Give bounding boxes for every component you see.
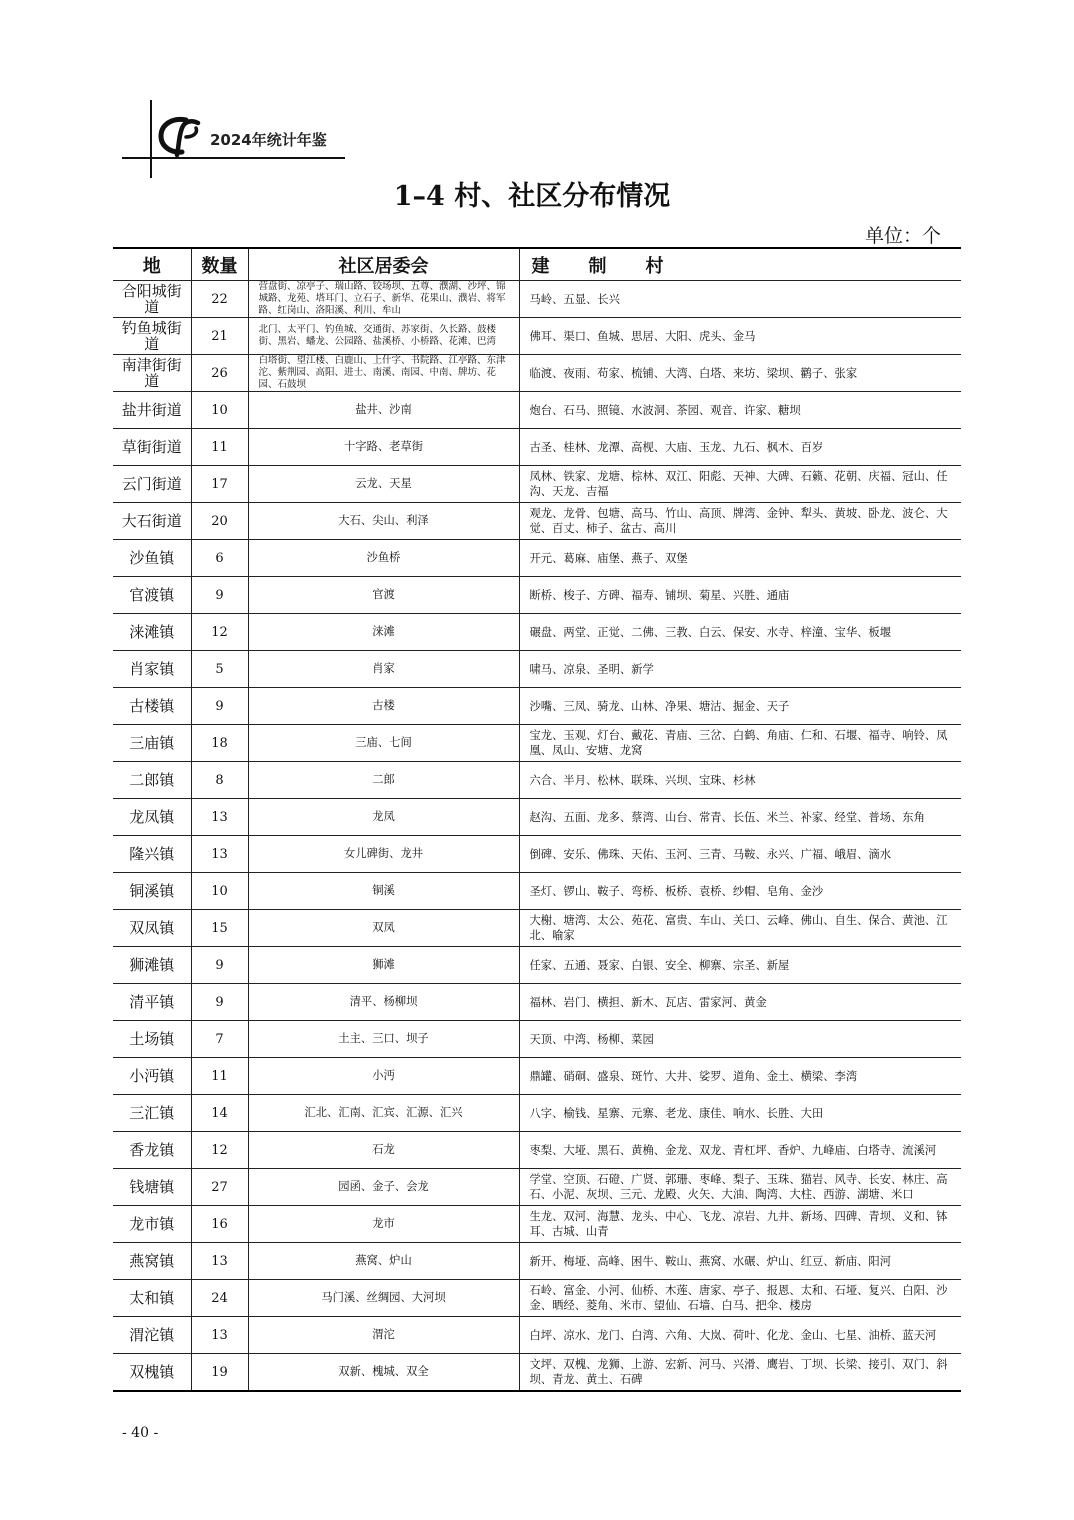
count-cell [191, 1132, 248, 1169]
villages-cell-text: 沙嘴、三凤、骑龙、山林、净果、塘沽、掘金、天子 [529, 699, 790, 713]
count-cell-text: 9 [215, 957, 224, 973]
count-cell [191, 1243, 248, 1280]
table-row [113, 1021, 961, 1058]
count-cell [191, 1206, 248, 1243]
villages-cell-text: 白坪、凉水、龙门、白湾、六角、大岚、荷叶、化龙、金山、七星、油桥、蓝天河 [529, 1328, 937, 1342]
communities-cell-text: 十字路、老草街 [343, 440, 424, 453]
header-area: 地 [113, 248, 191, 281]
table-row [113, 466, 961, 503]
area-cell-text: 隆兴镇 [129, 846, 175, 862]
communities-cell [248, 1132, 519, 1169]
count-cell-text: 9 [215, 994, 224, 1010]
communities-cell-text: 营盘街、凉亭子、瑞山路、铰场坝、五尊、濮湖、沙坪、锦城路、龙苑、塔耳门、立石子、新华、花果山、濮岩、将军路、红岗山、洛阳溪、利川、牟山 [258, 281, 506, 316]
area-cell [113, 281, 191, 318]
communities-cell [248, 762, 519, 799]
count-cell [191, 910, 248, 947]
count-cell-text: 11 [211, 1068, 228, 1084]
count-cell-text: 13 [211, 846, 228, 862]
area-cell-text: 三汇镇 [129, 1105, 175, 1121]
count-cell [191, 947, 248, 984]
area-cell [113, 762, 191, 799]
communities-cell-text: 小沔 [372, 1069, 395, 1082]
count-cell [191, 1095, 248, 1132]
communities-cell-text: 盐井、沙南 [355, 403, 412, 416]
area-cell-text: 双凤镇 [129, 920, 175, 936]
villages-cell-text: 枣梨、大垭、黑石、黄桷、金龙、双龙、青杠坪、香炉、九峰庙、白塔寺、流溪河 [529, 1143, 937, 1157]
communities-cell-text: 狮滩 [372, 958, 395, 971]
villages-cell [519, 614, 961, 651]
area-cell [113, 429, 191, 466]
table-row [113, 540, 961, 577]
area-cell [113, 1095, 191, 1132]
communities-cell-text: 白塔街、望江楼、白鹿山、上什字、书院路、江亭路、东津沱、紫荆园、高阳、进士、南溪、南园、中南、牌坊、花园、石鼓坝 [258, 355, 506, 390]
villages-cell-text: 赵沟、五面、龙多、蔡湾、山台、常青、长伍、米兰、补家、经堂、普场、东角 [529, 810, 925, 824]
area-cell-text: 古楼镇 [129, 698, 175, 714]
area-cell [113, 1243, 191, 1280]
area-cell-text: 清平镇 [129, 994, 175, 1010]
header-vertical-rule [150, 100, 152, 178]
area-cell [113, 799, 191, 836]
area-cell [113, 318, 191, 355]
area-cell-text: 钓鱼城街道 [121, 320, 182, 352]
villages-cell-text: 学堂、空顶、石磴、广贤、郭珊、枣峰、梨子、玉珠、猫岩、风寺、长安、林庄、高石、小泥、灰坝、三元、龙殿、火矢、大油、陶湾、大柱、西游、湖塘、米口 [529, 1173, 948, 1201]
communities-cell [248, 688, 519, 725]
villages-cell [519, 1280, 961, 1317]
area-cell [113, 725, 191, 762]
count-cell [191, 651, 248, 688]
area-cell [113, 984, 191, 1021]
communities-cell-text: 涞滩 [372, 625, 395, 638]
area-cell [113, 466, 191, 503]
villages-cell-text: 啸马、凉泉、圣明、新学 [529, 662, 654, 676]
count-cell-text: 12 [211, 624, 228, 640]
table-row [113, 762, 961, 799]
communities-cell [248, 614, 519, 651]
villages-cell [519, 1206, 961, 1243]
villages-cell-text: 生龙、双河、海慧、龙头、中心、飞龙、凉岩、九井、新场、四碑、青坝、义和、钵耳、古城、山青 [529, 1210, 948, 1238]
table-row [113, 910, 961, 947]
communities-cell [248, 503, 519, 540]
area-cell-text: 肖家镇 [129, 661, 175, 677]
area-cell [113, 503, 191, 540]
area-cell [113, 910, 191, 947]
table-body [113, 281, 961, 1392]
table-row [113, 429, 961, 466]
villages-cell-text: 古圣、桂林、龙潭、高枧、大庙、玉龙、九石、枫木、百岁 [529, 440, 824, 454]
distribution-table [113, 247, 961, 1392]
area-cell [113, 651, 191, 688]
villages-cell [519, 429, 961, 466]
area-cell [113, 1354, 191, 1392]
communities-cell-text: 云龙、天星 [355, 477, 412, 490]
area-cell-text: 合阳城街道 [121, 283, 182, 315]
table-row [113, 836, 961, 873]
communities-cell [248, 651, 519, 688]
count-cell [191, 429, 248, 466]
area-cell-text: 龙凤镇 [129, 809, 175, 825]
count-cell-text: 10 [211, 883, 228, 899]
communities-cell [248, 1095, 519, 1132]
communities-cell-text: 铜溪 [372, 884, 395, 897]
area-cell [113, 1058, 191, 1095]
communities-cell [248, 947, 519, 984]
communities-cell [248, 1058, 519, 1095]
area-cell [113, 836, 191, 873]
area-cell-text: 沙鱼镇 [129, 550, 175, 566]
communities-cell [248, 466, 519, 503]
table-row [113, 1095, 961, 1132]
count-cell [191, 1354, 248, 1392]
villages-cell-text: 八字、榆钱、星寨、元寨、老龙、康佳、响水、长胜、大田 [529, 1106, 824, 1120]
communities-cell-text: 二郎 [372, 773, 395, 786]
table-row [113, 1317, 961, 1354]
villages-cell-text: 观龙、龙骨、包塘、高马、竹山、高顶、牌湾、金钟、犁头、黄坡、卧龙、波仑、大觉、百丈、柿子、盆古、高川 [529, 507, 948, 535]
area-cell [113, 392, 191, 429]
area-cell [113, 688, 191, 725]
area-cell [113, 540, 191, 577]
area-cell-text: 渭沱镇 [129, 1327, 175, 1343]
villages-cell-text: 宝龙、玉观、灯台、戴花、青庙、三岔、白鹤、角庙、仁和、石堰、福寺、响铃、凤凰、凤山、安塘、龙窝 [529, 729, 948, 757]
table-row [113, 318, 961, 355]
villages-cell-text: 石岭、富金、小河、仙桥、木莲、唐家、亭子、报恩、太和、石垭、复兴、白阳、沙金、晒经、菱角、米市、望仙、石墙、白马、把伞、楼房 [529, 1284, 948, 1312]
communities-cell-text: 古楼 [372, 699, 395, 712]
villages-cell-text: 福林、岩门、横担、新木、瓦店、雷家河、黄金 [529, 995, 767, 1009]
count-cell-text: 13 [211, 1327, 228, 1343]
count-cell-text: 24 [211, 1290, 228, 1306]
area-cell [113, 1021, 191, 1058]
communities-cell-text: 马门溪、丝绸园、大河坝 [321, 1291, 446, 1304]
villages-cell-text: 大榭、塘湾、太公、苑花、富贵、车山、关口、云峰、佛山、自生、保合、黄池、江北、喻家 [529, 914, 948, 942]
villages-cell-text: 任家、五通、聂家、白银、安全、柳寨、宗圣、新屋 [529, 958, 790, 972]
communities-cell [248, 429, 519, 466]
area-cell [113, 577, 191, 614]
count-cell [191, 355, 248, 392]
area-cell [113, 873, 191, 910]
villages-cell [519, 984, 961, 1021]
count-cell [191, 1058, 248, 1095]
villages-cell [519, 503, 961, 540]
communities-cell-text: 龙凤 [372, 810, 395, 823]
yearbook-title: 2024年统计年鉴 [210, 131, 327, 149]
count-cell-text: 13 [211, 809, 228, 825]
villages-cell [519, 392, 961, 429]
communities-cell [248, 1243, 519, 1280]
villages-cell-text: 炮台、石马、照镜、水波洞、茶园、观音、许家、糖坝 [529, 403, 801, 417]
villages-cell-text: 新开、梅垭、高峰、困牛、鞍山、燕窝、水碾、炉山、红豆、新庙、阳河 [529, 1254, 892, 1268]
villages-cell [519, 1243, 961, 1280]
area-cell-text: 云门街道 [121, 476, 182, 492]
yearbook-logo-icon [157, 114, 205, 158]
count-cell [191, 688, 248, 725]
villages-cell [519, 577, 961, 614]
count-cell-text: 21 [211, 328, 228, 344]
villages-cell [519, 355, 961, 392]
table-row [113, 392, 961, 429]
count-cell-text: 12 [211, 1142, 228, 1158]
area-cell-text: 狮滩镇 [129, 957, 175, 973]
area-cell-text: 香龙镇 [129, 1142, 175, 1158]
area-cell-text: 草街街道 [121, 439, 182, 455]
count-cell-text: 26 [211, 365, 228, 381]
villages-cell [519, 651, 961, 688]
villages-cell-text: 六合、半月、松林、联珠、兴坝、宝珠、杉林 [529, 773, 756, 787]
communities-cell [248, 1280, 519, 1317]
area-cell-text: 土场镇 [129, 1031, 175, 1047]
header-horizontal-rule [122, 157, 345, 159]
count-cell [191, 984, 248, 1021]
table-row [113, 799, 961, 836]
area-cell [113, 355, 191, 392]
table-row [113, 651, 961, 688]
villages-cell-text: 圣灯、锣山、鞍子、弯桥、板桥、袁桥、纱帽、皂角、金沙 [529, 884, 824, 898]
area-cell-text: 燕窝镇 [129, 1253, 175, 1269]
area-cell-text: 南津街街道 [121, 357, 182, 389]
communities-cell [248, 577, 519, 614]
table-row [113, 1243, 961, 1280]
count-cell-text: 9 [215, 698, 224, 714]
villages-cell [519, 466, 961, 503]
communities-cell [248, 281, 519, 318]
villages-cell [519, 318, 961, 355]
communities-cell-text: 土主、三口、坝子 [338, 1032, 429, 1045]
table-row [113, 984, 961, 1021]
count-cell [191, 466, 248, 503]
table-row [113, 947, 961, 984]
count-cell-text: 7 [215, 1031, 224, 1047]
villages-cell [519, 1021, 961, 1058]
count-cell [191, 1280, 248, 1317]
header-communities: 社区居委会 [248, 248, 519, 281]
villages-cell-text: 佛耳、渠口、鱼城、思居、大阳、虎头、金马 [529, 329, 756, 343]
communities-cell-text: 园函、金子、会龙 [338, 1180, 429, 1193]
count-cell-text: 13 [211, 1253, 228, 1269]
villages-cell-text: 马岭、五显、长兴 [529, 292, 620, 306]
communities-cell-text: 沙鱼桥 [366, 551, 401, 564]
communities-cell [248, 799, 519, 836]
count-cell-text: 17 [211, 476, 228, 492]
communities-cell-text: 北门、太平门、钓鱼城、交通街、苏家街、久长路、鼓楼街、黑岩、蟠龙、公园路、盐溪桥、小桥路、花滩、巴湾 [258, 324, 497, 347]
page-title: 1–4 村、社区分布情况 [393, 181, 671, 212]
communities-cell [248, 1354, 519, 1392]
villages-cell-text: 倒碑、安乐、佛珠、天佑、玉河、三青、马鞍、永兴、广福、峨眉、滴水 [529, 847, 892, 861]
count-cell-text: 5 [215, 661, 224, 677]
table-row [113, 1132, 961, 1169]
villages-cell [519, 540, 961, 577]
villages-cell [519, 910, 961, 947]
header-villages: 建制村 [519, 248, 961, 281]
communities-cell [248, 355, 519, 392]
count-cell-text: 20 [211, 513, 228, 529]
villages-cell [519, 1058, 961, 1095]
count-cell [191, 1021, 248, 1058]
villages-cell-text: 开元、葛麻、庙堡、燕子、双堡 [529, 551, 688, 565]
table-row [113, 503, 961, 540]
communities-cell-text: 肖家 [372, 662, 395, 675]
communities-cell [248, 540, 519, 577]
villages-cell [519, 1132, 961, 1169]
villages-cell [519, 873, 961, 910]
villages-cell [519, 836, 961, 873]
villages-cell-text: 断桥、梭子、方碑、福寿、铺坝、菊星、兴胜、通庙 [529, 588, 790, 602]
villages-cell [519, 799, 961, 836]
villages-cell [519, 688, 961, 725]
area-cell-text: 大石街道 [121, 513, 182, 529]
area-cell [113, 614, 191, 651]
count-cell [191, 873, 248, 910]
villages-cell [519, 1169, 961, 1206]
count-cell-text: 18 [211, 735, 228, 751]
communities-cell-text: 三庙、七间 [355, 736, 412, 749]
communities-cell [248, 873, 519, 910]
count-cell [191, 725, 248, 762]
area-cell-text: 铜溪镇 [129, 883, 175, 899]
area-cell-text: 太和镇 [129, 1290, 175, 1306]
area-cell-text: 盐井街道 [121, 402, 182, 418]
communities-cell-text: 龙市 [372, 1217, 395, 1230]
area-cell-text: 龙市镇 [129, 1216, 175, 1232]
communities-cell [248, 1317, 519, 1354]
count-cell [191, 318, 248, 355]
count-cell [191, 799, 248, 836]
communities-cell [248, 1169, 519, 1206]
communities-cell [248, 725, 519, 762]
area-cell-text: 双槐镇 [129, 1364, 175, 1380]
villages-cell [519, 725, 961, 762]
villages-cell-text: 鼎罐、硝硐、盛泉、斑竹、大井、娑罗、道角、金土、横梁、李湾 [529, 1069, 858, 1083]
count-cell [191, 836, 248, 873]
communities-cell-text: 渭沱 [372, 1328, 395, 1341]
table-row [113, 281, 961, 318]
area-cell [113, 1280, 191, 1317]
count-cell [191, 614, 248, 651]
count-cell [191, 577, 248, 614]
communities-cell-text: 汇北、汇南、汇宾、汇源、汇兴 [304, 1106, 463, 1119]
page-number: - 40 - [122, 1425, 159, 1441]
communities-cell [248, 318, 519, 355]
count-cell [191, 1317, 248, 1354]
table-row [113, 1058, 961, 1095]
count-cell-text: 6 [215, 550, 224, 566]
communities-cell-text: 女儿碑街、龙井 [343, 847, 424, 860]
villages-cell [519, 281, 961, 318]
count-cell-text: 27 [211, 1179, 228, 1195]
villages-cell-text: 凤林、铁家、龙塘、棕林、双江、阳彪、天神、大碑、石籁、花朝、庆福、冠山、任沟、天龙、吉福 [529, 470, 948, 498]
villages-cell [519, 1317, 961, 1354]
communities-cell-text: 双凤 [372, 921, 395, 934]
table-row [113, 1169, 961, 1206]
villages-cell-text: 碾盘、两堂、正觉、二佛、三教、白云、保安、水寺、梓潼、宝华、板堰 [529, 625, 892, 639]
communities-cell-text: 燕窝、炉山 [355, 1254, 412, 1267]
table-row [113, 614, 961, 651]
communities-cell [248, 1021, 519, 1058]
count-cell [191, 762, 248, 799]
table-row [113, 355, 961, 392]
count-cell [191, 503, 248, 540]
table-header-row [113, 248, 961, 281]
table-row [113, 1280, 961, 1317]
communities-cell-text: 清平、杨柳坝 [349, 995, 418, 1008]
area-cell-text: 三庙镇 [129, 735, 175, 751]
count-cell-text: 19 [211, 1364, 228, 1380]
count-cell [191, 392, 248, 429]
table-row [113, 688, 961, 725]
table-row [113, 1354, 961, 1392]
unit-label: 单位：个 [864, 225, 941, 247]
communities-cell-text: 双新、槐城、双全 [338, 1365, 429, 1378]
area-cell-text: 钱塘镇 [129, 1179, 175, 1195]
villages-cell-text: 临渡、夜雨、苟家、梳铺、大湾、白塔、来坊、梁坝、鹳子、张家 [529, 366, 858, 380]
count-cell-text: 11 [211, 439, 228, 455]
communities-cell [248, 1206, 519, 1243]
count-cell [191, 540, 248, 577]
communities-cell-text: 大石、尖山、利泽 [338, 514, 429, 527]
area-cell-text: 二郎镇 [129, 772, 175, 788]
villages-cell-text: 文坪、双槐、龙狮、上游、宏新、河马、兴滑、鹰岩、丁坝、长梁、接引、双门、斜坝、青龙、黄土、石碑 [529, 1358, 948, 1386]
area-cell-text: 小沔镇 [129, 1068, 175, 1084]
table-row [113, 577, 961, 614]
count-cell-text: 15 [211, 920, 228, 936]
area-cell [113, 1169, 191, 1206]
area-cell [113, 947, 191, 984]
table-row [113, 873, 961, 910]
count-cell-text: 8 [215, 772, 224, 788]
communities-cell [248, 392, 519, 429]
header-count: 数量 [191, 248, 248, 281]
area-cell [113, 1206, 191, 1243]
count-cell-text: 16 [211, 1216, 228, 1232]
count-cell [191, 1169, 248, 1206]
villages-cell [519, 762, 961, 799]
count-cell-text: 10 [211, 402, 228, 418]
communities-cell-text: 石龙 [372, 1143, 395, 1156]
communities-cell [248, 910, 519, 947]
table-row [113, 725, 961, 762]
count-cell-text: 9 [215, 587, 224, 603]
table-row [113, 1206, 961, 1243]
communities-cell-text: 官渡 [372, 588, 395, 601]
count-cell [191, 281, 248, 318]
area-cell-text: 涞滩镇 [129, 624, 175, 640]
area-cell [113, 1132, 191, 1169]
area-cell [113, 1317, 191, 1354]
villages-cell [519, 1095, 961, 1132]
villages-cell [519, 1354, 961, 1392]
count-cell-text: 22 [211, 291, 228, 307]
villages-cell-text: 天顶、中湾、杨柳、菜园 [529, 1032, 654, 1046]
communities-cell [248, 984, 519, 1021]
villages-cell [519, 947, 961, 984]
count-cell-text: 14 [211, 1105, 228, 1121]
area-cell-text: 官渡镇 [129, 587, 175, 603]
communities-cell [248, 836, 519, 873]
